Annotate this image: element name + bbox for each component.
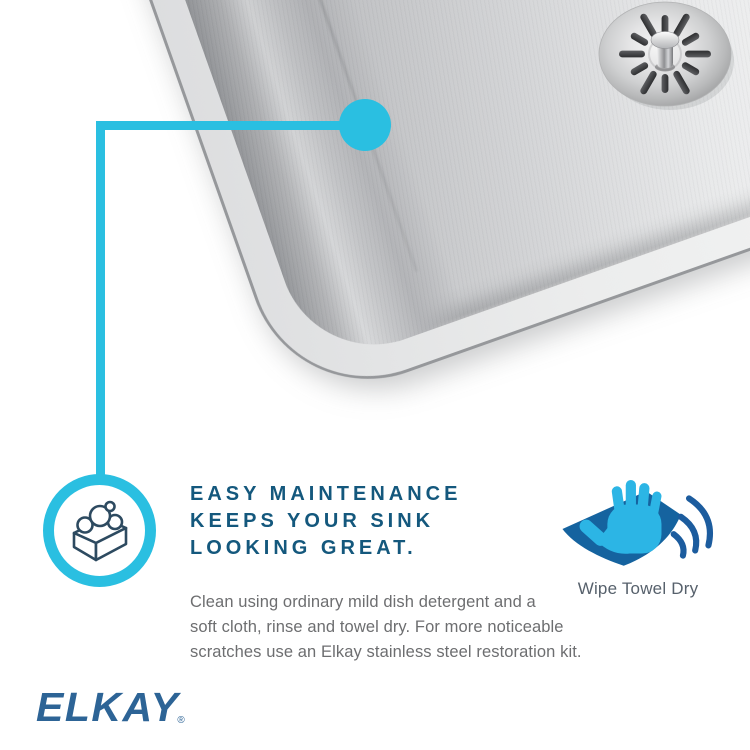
callout-vertical-line [96,121,105,478]
callout-horizontal-line [96,121,346,130]
drain-strainer-icon [596,0,734,112]
wipe-towel-dry-label: Wipe Towel Dry [577,579,699,598]
body-line: soft cloth, rinse and towel dry. For more noticeable [190,618,564,636]
heading-line: LOOKING GREAT. [190,537,417,559]
maintenance-body [190,590,582,665]
soap-bar-icon [63,497,137,565]
body-line: scratches use an Elkay stainless steel restoration kit. [190,643,582,661]
elkay-logo-text: ELKAY [36,684,180,730]
heading-line: KEEPS YOUR SINK [190,510,435,532]
maintenance-heading [190,481,461,562]
wipe-towel-hand-icon [556,478,720,576]
callout-dot [339,99,391,151]
feature-circle [43,474,156,587]
body-line: Clean using ordinary mild dish detergent and a [190,593,536,611]
heading-line: EASY MAINTENANCE [190,483,462,505]
registered-trademark: ® [177,715,185,726]
elkay-logo [36,684,187,731]
